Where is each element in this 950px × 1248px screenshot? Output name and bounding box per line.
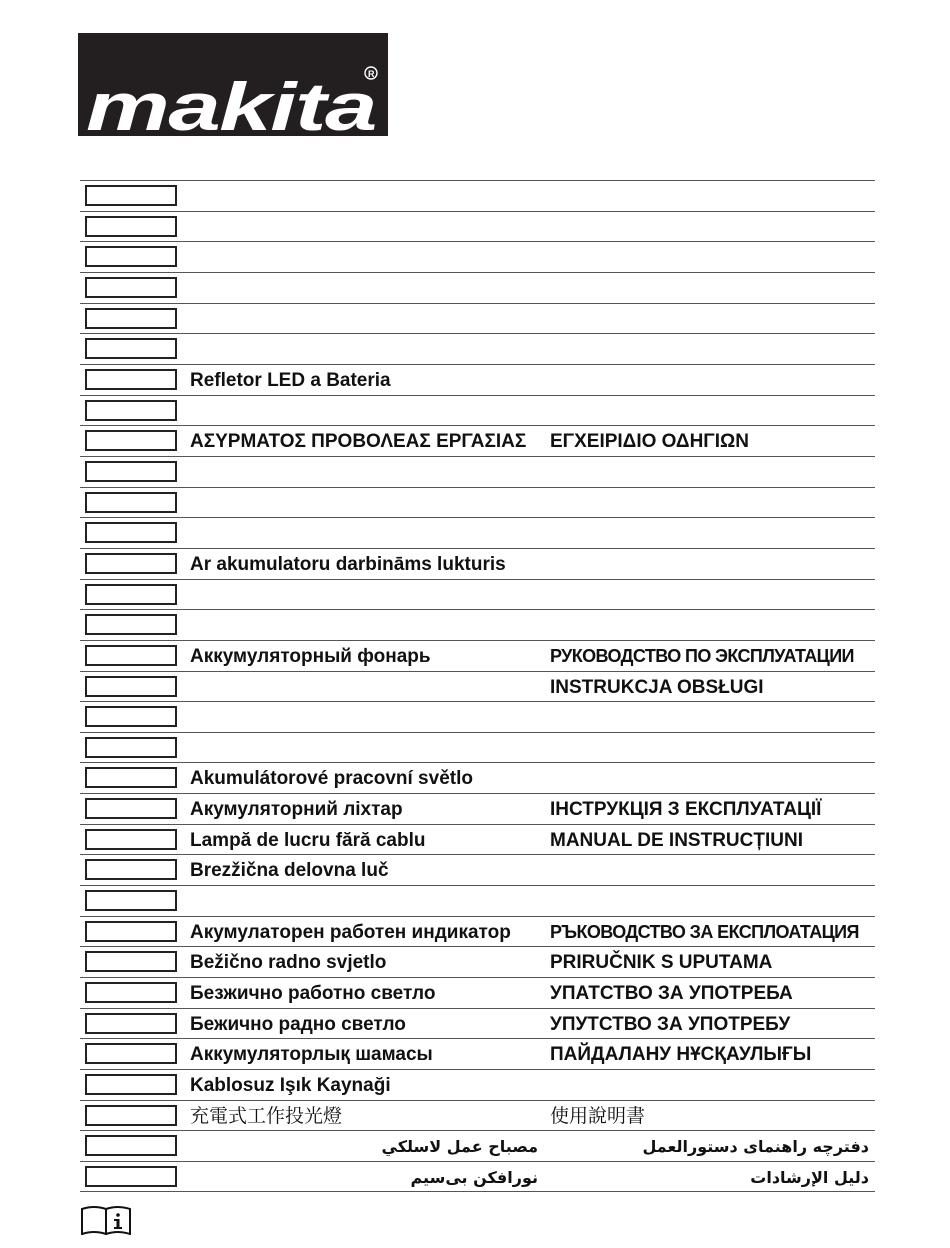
table-row — [80, 517, 875, 548]
language-code-box — [85, 584, 177, 605]
language-code-box — [85, 1135, 177, 1156]
language-code-box — [85, 645, 177, 666]
language-code-box — [85, 859, 177, 880]
product-title: Аккумуляторный фонарь — [190, 645, 431, 667]
language-code-box — [85, 1105, 177, 1126]
table-row — [80, 609, 875, 640]
table-row — [80, 793, 875, 824]
table-row — [80, 211, 875, 242]
language-code-box — [85, 492, 177, 513]
product-title: Akumulátorové pracovní světlo — [190, 768, 473, 790]
product-title: Bežično radno svjetlo — [190, 952, 387, 974]
language-code-box — [85, 369, 177, 390]
manual-title: УПАТСТВО ЗА УПОТРЕБА — [550, 983, 793, 1005]
book-info-icon — [80, 1205, 132, 1235]
language-code-box — [85, 1013, 177, 1034]
language-code-box — [85, 890, 177, 911]
language-code-box — [85, 829, 177, 850]
product-title: Акумулаторен работен индикатор — [190, 921, 511, 943]
language-code-box — [85, 951, 177, 972]
manual-title: ІНСТРУКЦІЯ З ЕКСПЛУАТАЦІЇ — [550, 799, 822, 821]
table-row — [80, 946, 875, 977]
product-title: مصباح عمل لاسلكي — [381, 1137, 538, 1157]
table-row — [80, 762, 875, 793]
table-row — [80, 1008, 875, 1039]
table-row — [80, 885, 875, 916]
language-code-box — [85, 246, 177, 267]
product-title: Безжично работно светло — [190, 983, 436, 1005]
manual-title: PRIRUČNIK S UPUTAMA — [550, 952, 773, 974]
product-title: Бежично радно светло — [190, 1013, 406, 1035]
manual-title: INSTRUKCJA OBSŁUGI — [550, 676, 764, 698]
product-title: ΑΣΥΡΜΑΤΟΣ ΠΡΟΒΟΛΕΑΣ ΕΡΓΑΣΙΑΣ — [190, 431, 527, 453]
language-code-box — [85, 461, 177, 482]
table-row — [80, 364, 875, 395]
language-code-box — [85, 676, 177, 697]
table-row — [80, 640, 875, 671]
language-code-box — [85, 216, 177, 237]
product-title: نورافكن بی‌سیم — [410, 1168, 538, 1187]
product-title: Lampă de lucru fără cablu — [190, 829, 426, 851]
manual-title: 使用說明書 — [550, 1104, 646, 1127]
manual-title: РЪКОВОДСТВО ЗА ЕКСПЛОАТАЦИЯ — [550, 921, 859, 942]
language-code-box — [85, 400, 177, 421]
makita-logo — [78, 33, 388, 136]
language-code-box — [85, 706, 177, 727]
logo-wordmark: makita — [86, 69, 376, 136]
manual-title: ПАЙДАЛАНУ НҰСҚАУЛЫҒЫ — [550, 1044, 812, 1066]
product-title: Ar akumulatoru darbināms lukturis — [190, 553, 506, 575]
table-row — [80, 425, 875, 456]
table-row — [80, 977, 875, 1008]
table-row — [80, 1161, 875, 1192]
language-code-box — [85, 798, 177, 819]
table-row — [80, 180, 875, 211]
table-row — [80, 1069, 875, 1100]
language-code-box — [85, 921, 177, 942]
table-row — [80, 548, 875, 579]
table-row — [80, 333, 875, 364]
table-row — [80, 579, 875, 610]
language-code-box — [85, 430, 177, 451]
table-row — [80, 395, 875, 426]
product-title: 充電式工作投光燈 — [190, 1104, 343, 1127]
table-row — [80, 671, 875, 702]
product-title: Brezžična delovna luč — [190, 860, 389, 882]
manual-title: دفترچه راهنمای دستورالعمل — [642, 1137, 869, 1157]
table-row — [80, 272, 875, 303]
language-code-box — [85, 737, 177, 758]
table-row — [80, 487, 875, 518]
language-code-box — [85, 308, 177, 329]
table-row — [80, 303, 875, 334]
language-code-box — [85, 338, 177, 359]
language-code-box — [85, 553, 177, 574]
table-row — [80, 732, 875, 763]
manual-title: ΕΓΧΕΙΡΙΔΙΟ ΟΔΗΓΙΩΝ — [550, 431, 749, 453]
language-code-box — [85, 185, 177, 206]
manual-title: РУКОВОДСТВО ПО ЭКСПЛУАТАЦИИ — [550, 645, 854, 666]
table-row — [80, 1100, 875, 1131]
manual-title: دليل الإرشادات — [750, 1168, 869, 1187]
table-row — [80, 854, 875, 885]
language-code-box — [85, 982, 177, 1003]
table-row — [80, 1038, 875, 1069]
language-title-table — [80, 180, 875, 1192]
language-code-box — [85, 1043, 177, 1064]
table-row — [80, 456, 875, 487]
language-code-box — [85, 277, 177, 298]
language-code-box — [85, 767, 177, 788]
product-title: Kablosuz Işık Kaynaği — [190, 1075, 391, 1097]
language-code-box — [85, 1166, 177, 1187]
product-title: Акумуляторний ліхтар — [190, 799, 403, 821]
table-row — [80, 1130, 875, 1161]
language-code-box — [85, 1074, 177, 1095]
table-row — [80, 701, 875, 732]
table-row — [80, 824, 875, 855]
manual-title: УПУТСТВО ЗА УПОТРЕБУ — [550, 1013, 791, 1035]
manual-title: MANUAL DE INSTRUCȚIUNI — [550, 829, 803, 851]
language-code-box — [85, 522, 177, 543]
svg-text:R: R — [368, 69, 375, 79]
table-row — [80, 916, 875, 947]
product-title: Refletor LED a Bateria — [190, 369, 391, 391]
language-code-box — [85, 614, 177, 635]
product-title: Аккумуляторлық шамасы — [190, 1044, 433, 1066]
table-row — [80, 241, 875, 272]
